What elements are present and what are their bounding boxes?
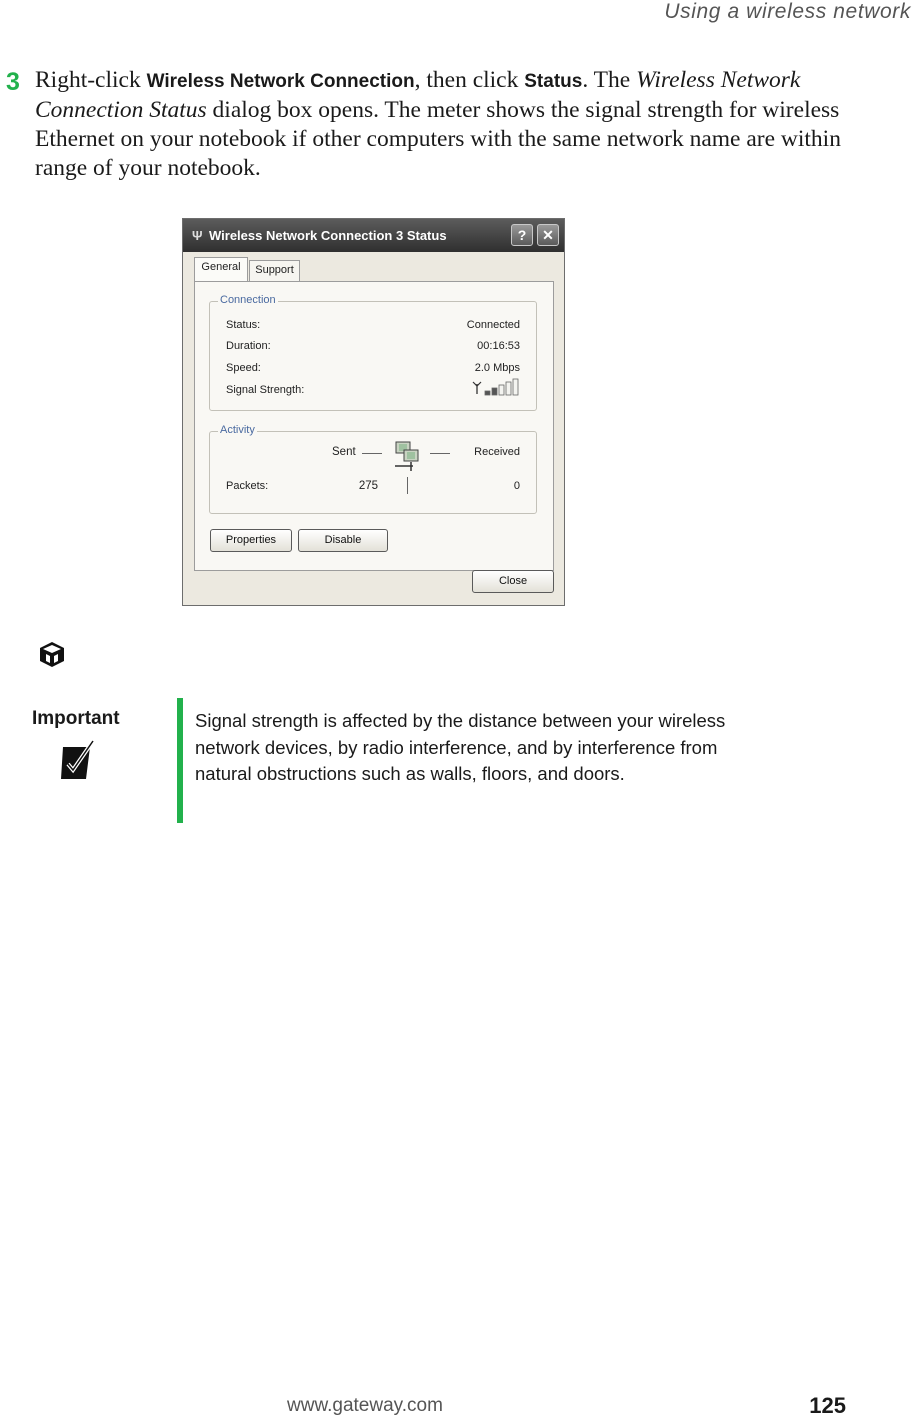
duration-label: Duration: <box>226 340 271 352</box>
disable-button-label: Disable <box>324 534 362 546</box>
properties-button-label: Properties <box>225 534 277 546</box>
important-label: Important <box>32 708 120 729</box>
gateway-box-icon <box>37 640 67 668</box>
disable-button[interactable] <box>298 529 388 552</box>
step-number: 3 <box>6 68 20 96</box>
activity-divider <box>407 477 408 494</box>
signal-bar <box>485 391 490 395</box>
speed-label: Speed: <box>226 362 261 374</box>
checkmark-icon <box>60 738 98 782</box>
signal-bar <box>513 379 518 395</box>
important-note-text: Signal strength is affected by the distance between your wireless network devices, by radio interference, and by interference from natural obstructions such as walls, floors, and doors. <box>195 710 726 784</box>
signal-strength-label: Signal Strength: <box>226 384 305 396</box>
ui-term-wireless-network-connection: Wireless Network Connection <box>146 71 415 92</box>
signal-strength-meter <box>472 378 522 398</box>
page-number: 125 <box>809 1393 846 1418</box>
signal-bar <box>492 388 497 395</box>
close-button[interactable] <box>472 570 554 593</box>
packets-received-value: 0 <box>513 480 520 492</box>
properties-button[interactable] <box>210 529 292 552</box>
dialog-title: Wireless Network Connection 3 Status <box>209 228 447 243</box>
step-text-part: . The <box>582 67 637 93</box>
tab-panel-general <box>194 281 554 571</box>
step-text-part: , then click <box>414 67 525 93</box>
connection-group <box>209 294 537 411</box>
signal-bar <box>506 382 511 395</box>
footer-url: www.gateway.com <box>287 1395 443 1416</box>
sent-label: Sent <box>332 446 356 458</box>
sent-line <box>362 453 382 454</box>
note-rule <box>177 698 183 823</box>
dialog-name-italic: Wireless Network Connection Status <box>35 67 801 123</box>
duration-value: 00:16:53 <box>477 340 520 352</box>
close-x-button[interactable]: ✕ <box>537 224 559 246</box>
status-dialog <box>182 218 565 606</box>
close-button-label: Close <box>498 575 528 587</box>
dialog-titlebar <box>183 219 564 252</box>
activity-legend: Activity <box>220 424 255 436</box>
packets-sent-value: 275 <box>358 480 378 492</box>
step-text-part: dialog box opens. The meter shows the signal strength for wireless Ethernet on your notebook if other computers with the same network name are within range of your notebook. <box>35 97 841 181</box>
received-label: Received <box>474 446 520 458</box>
antenna-icon: Ψ <box>192 228 203 243</box>
received-line <box>430 453 450 454</box>
signal-bar <box>499 385 504 395</box>
speed-value: 2.0 Mbps <box>474 362 520 374</box>
packets-label: Packets: <box>226 480 269 492</box>
activity-group <box>209 424 537 514</box>
step-text-part: Right-click <box>35 67 147 93</box>
help-button[interactable]: ? <box>511 224 533 246</box>
status-value: Connected <box>466 319 520 331</box>
ui-term-status: Status <box>524 71 583 92</box>
status-label: Status: <box>226 319 261 331</box>
running-header: Using a wireless network <box>664 0 911 23</box>
signal-antenna-icon <box>473 382 481 394</box>
tab-support[interactable]: Support <box>249 260 300 281</box>
connection-legend: Connection <box>220 294 276 306</box>
tab-general[interactable]: General <box>194 257 248 282</box>
network-computers-icon <box>391 438 425 472</box>
step-text <box>35 66 847 183</box>
